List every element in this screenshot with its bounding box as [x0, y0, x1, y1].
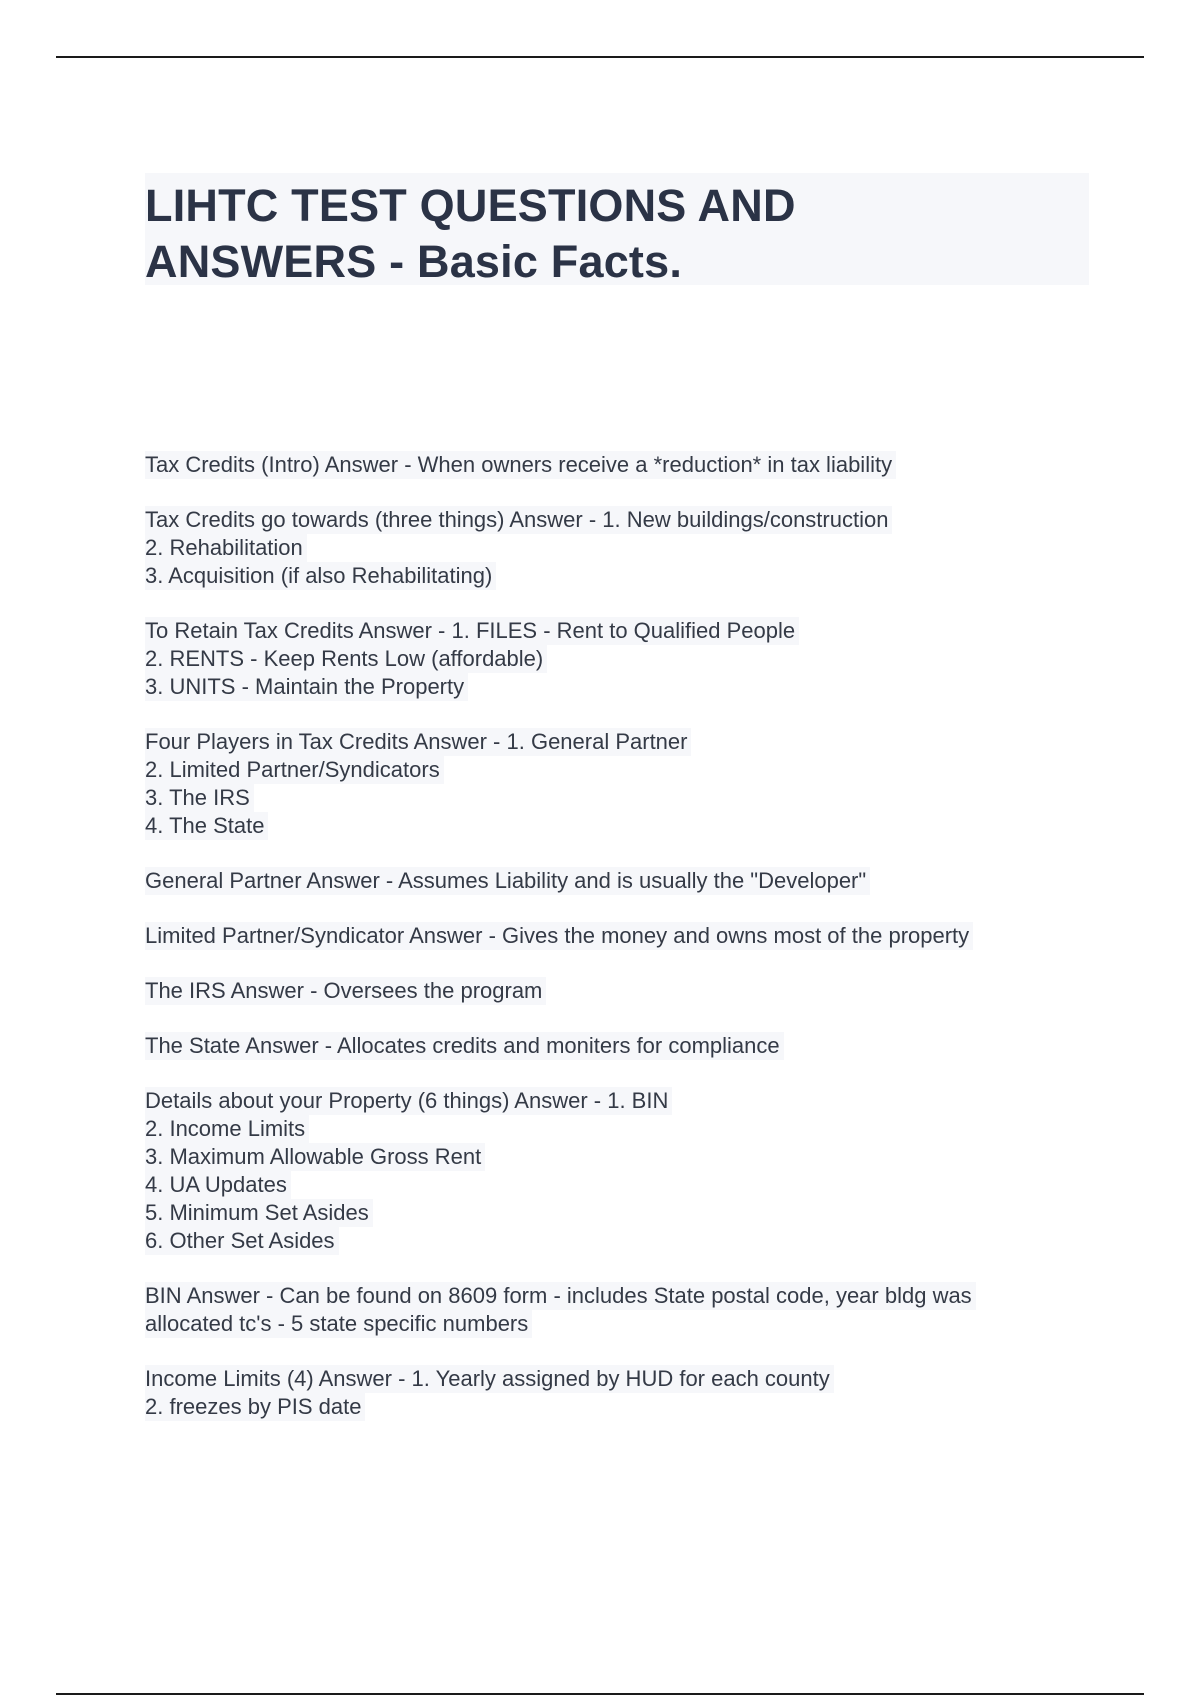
qa-line: The IRS Answer - Oversees the program [145, 977, 546, 1005]
qa-item [145, 977, 1105, 1005]
qa-line: The State Answer - Allocates credits and moniters for compliance [145, 1032, 784, 1060]
qa-line: 3. Acquisition (if also Rehabilitating) [145, 562, 496, 590]
qa-line: Limited Partner/Syndicator Answer - Gives the money and owns most of the property [145, 922, 973, 950]
qa-line: 2. RENTS - Keep Rents Low (affordable) [145, 645, 547, 673]
qa-line: 2. Rehabilitation [145, 534, 307, 562]
qa-item [145, 922, 1105, 950]
qa-line: 4. The State [145, 812, 268, 840]
title-block [145, 173, 1089, 285]
qa-item [145, 617, 1105, 701]
qa-line: 4. UA Updates [145, 1171, 291, 1199]
qa-line: 5. Minimum Set Asides [145, 1199, 373, 1227]
qa-line: 2. Limited Partner/Syndicators [145, 756, 444, 784]
qa-line: 3. UNITS - Maintain the Property [145, 673, 468, 701]
qa-item [145, 506, 1105, 590]
qa-line: 2. Income Limits [145, 1115, 309, 1143]
qa-item [145, 1087, 1105, 1255]
qa-line: General Partner Answer - Assumes Liability and is usually the "Developer" [145, 867, 870, 895]
qa-line: Four Players in Tax Credits Answer - 1. General Partner [145, 728, 691, 756]
qa-line: Tax Credits (Intro) Answer - When owners receive a *reduction* in tax liability [145, 451, 896, 479]
qa-line: Tax Credits go towards (three things) Answer - 1. New buildings/construction [145, 506, 892, 534]
title-line: LIHTC TEST QUESTIONS AND [145, 180, 796, 231]
qa-item [145, 1282, 1105, 1338]
qa-line: To Retain Tax Credits Answer - 1. FILES - Rent to Qualified People [145, 617, 799, 645]
qa-item [145, 728, 1105, 840]
top-divider [56, 56, 1144, 58]
qa-line: allocated tc's - 5 state specific numbers [145, 1310, 532, 1338]
qa-item [145, 1365, 1105, 1421]
qa-line: 3. The IRS [145, 784, 254, 812]
qa-item [145, 867, 1105, 895]
bottom-divider [56, 1693, 1144, 1695]
qa-item [145, 1032, 1105, 1060]
qa-line: Details about your Property (6 things) Answer - 1. BIN [145, 1087, 672, 1115]
qa-item [145, 451, 1105, 479]
document-title [145, 173, 1089, 290]
qa-line: 6. Other Set Asides [145, 1227, 339, 1255]
qa-line: 3. Maximum Allowable Gross Rent [145, 1143, 485, 1171]
qa-line: Income Limits (4) Answer - 1. Yearly assigned by HUD for each county [145, 1365, 834, 1393]
qa-line: 2. freezes by PIS date [145, 1393, 365, 1421]
qa-line: BIN Answer - Can be found on 8609 form - includes State postal code, year bldg was [145, 1282, 976, 1310]
qa-list [145, 451, 1105, 1448]
title-line: ANSWERS - Basic Facts. [145, 236, 683, 287]
